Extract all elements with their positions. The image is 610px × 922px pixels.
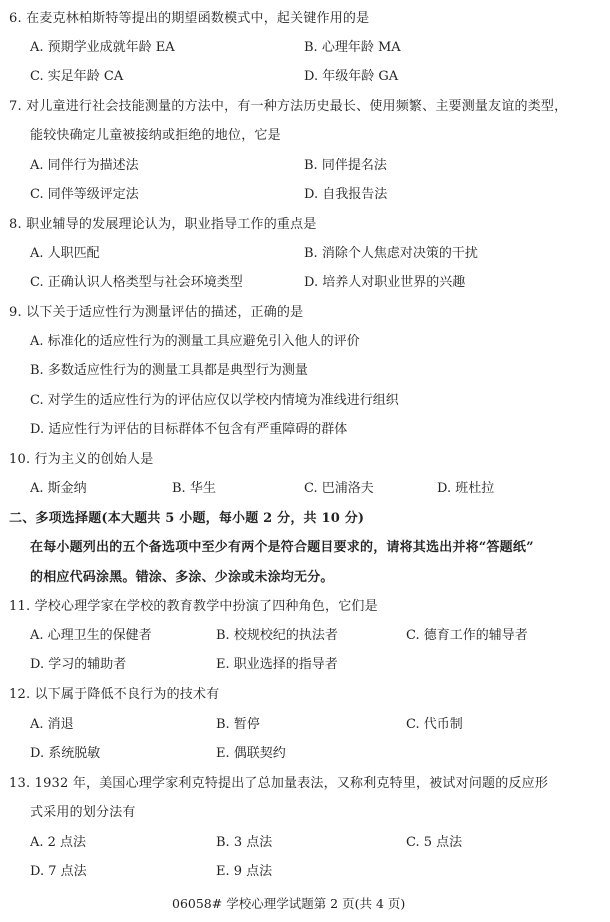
question-7-option-c: C. 同伴等级评定法 <box>30 187 139 202</box>
question-8-option-b: B. 消除个人焦虑对决策的干扰 <box>304 246 478 261</box>
question-7-stem-line2: 能较快确定儿童被接纳或拒绝的地位，它是 <box>30 128 281 143</box>
question-7-stem-line1: 7. 对儿童进行社会技能测量的方法中，有一种方法历史最长、使用频繁、主要测量友谊的类型， <box>9 99 568 114</box>
question-12-option-d: D. 系统脱敏 <box>30 746 101 761</box>
question-12-option-e: E. 偶联契约 <box>216 746 286 761</box>
question-7-option-a: A. 同伴行为描述法 <box>30 158 139 173</box>
question-6-option-d: D. 年级年龄 GA <box>304 69 399 84</box>
question-6-option-b: B. 心理年龄 MA <box>304 40 401 55</box>
question-13-option-d: D. 7 点法 <box>30 864 87 879</box>
question-13-option-a: A. 2 点法 <box>30 835 87 850</box>
question-10-option-b: B. 华生 <box>172 481 216 496</box>
question-9-option-a: A. 标准化的适应性行为的测量工具应避免引入他人的评价 <box>30 334 360 349</box>
page-footer: 06058# 学校心理学试题第 2 页(共 4 页) <box>172 896 406 911</box>
question-7-option-d: D. 自我报告法 <box>304 187 388 202</box>
question-6-stem: 6. 在麦克林柏斯特等提出的期望函数模式中，起关键作用的是 <box>9 11 370 26</box>
question-11-option-c: C. 德育工作的辅导者 <box>406 628 528 643</box>
question-9-stem: 9. 以下关于适应性行为测量评估的描述，正确的是 <box>9 305 304 320</box>
question-9-option-b: B. 多数适应性行为的测量工具都是典型行为测量 <box>30 363 308 378</box>
question-10-option-d: D. 班杜拉 <box>437 481 495 496</box>
question-12-stem: 12. 以下属于降低不良行为的技术有 <box>9 687 220 702</box>
question-11-option-d: D. 学习的辅助者 <box>30 657 127 672</box>
question-7-option-b: B. 同伴提名法 <box>304 158 387 173</box>
question-8-option-a: A. 人职匹配 <box>30 246 100 261</box>
question-13-option-b: B. 3 点法 <box>216 835 273 850</box>
section-2-heading: 二、多项选择题(本大题共 5 小题，每小题 2 分，共 10 分) <box>9 511 365 526</box>
question-13-stem-line2: 式采用的划分法有 <box>30 805 136 820</box>
question-6-option-c: C. 实足年龄 CA <box>30 69 124 84</box>
question-8-option-c: C. 正确认识人格类型与社会环境类型 <box>30 275 243 290</box>
question-6-option-a: A. 预期学业成就年龄 EA <box>30 40 175 55</box>
question-13-option-e: E. 9 点法 <box>216 864 273 879</box>
question-11-option-a: A. 心理卫生的保健者 <box>30 628 152 643</box>
question-10-stem: 10. 行为主义的创始人是 <box>9 452 154 467</box>
question-9-option-d: D. 适应性行为评估的目标群体不包含有严重障碍的群体 <box>30 422 348 437</box>
question-13-stem-line1: 13. 1932 年，美国心理学家利克特提出了总加量表法，又称利克特里，被试对问题的反应形 <box>9 776 549 791</box>
question-9-option-c: C. 对学生的适应性行为的评估应仅以学校内情境为准线进行组织 <box>30 393 399 408</box>
question-12-option-c: C. 代币制 <box>406 717 463 732</box>
question-10-option-a: A. 斯金纳 <box>30 481 87 496</box>
question-13-option-c: C. 5 点法 <box>406 835 463 850</box>
question-8-stem: 8. 职业辅导的发展理论认为，职业指导工作的重点是 <box>9 217 317 232</box>
question-10-option-c: C. 巴浦洛夫 <box>304 481 374 496</box>
question-12-option-b: B. 暂停 <box>216 717 260 732</box>
question-8-option-d: D. 培养人对职业世界的兴趣 <box>304 275 466 290</box>
question-11-stem: 11. 学校心理学家在学校的教育教学中扮演了四种角色，它们是 <box>9 599 378 614</box>
section-2-instructions-line1: 在每小题列出的五个备选项中至少有两个是符合题目要求的，请将其选出并将“答题纸” <box>30 540 534 555</box>
question-11-option-e: E. 职业选择的指导者 <box>216 657 338 672</box>
question-12-option-a: A. 消退 <box>30 717 74 732</box>
question-11-option-b: B. 校规校纪的执法者 <box>216 628 338 643</box>
section-2-instructions-line2: 的相应代码涂黑。错涂、多涂、少涂或未涂均无分。 <box>30 570 334 585</box>
